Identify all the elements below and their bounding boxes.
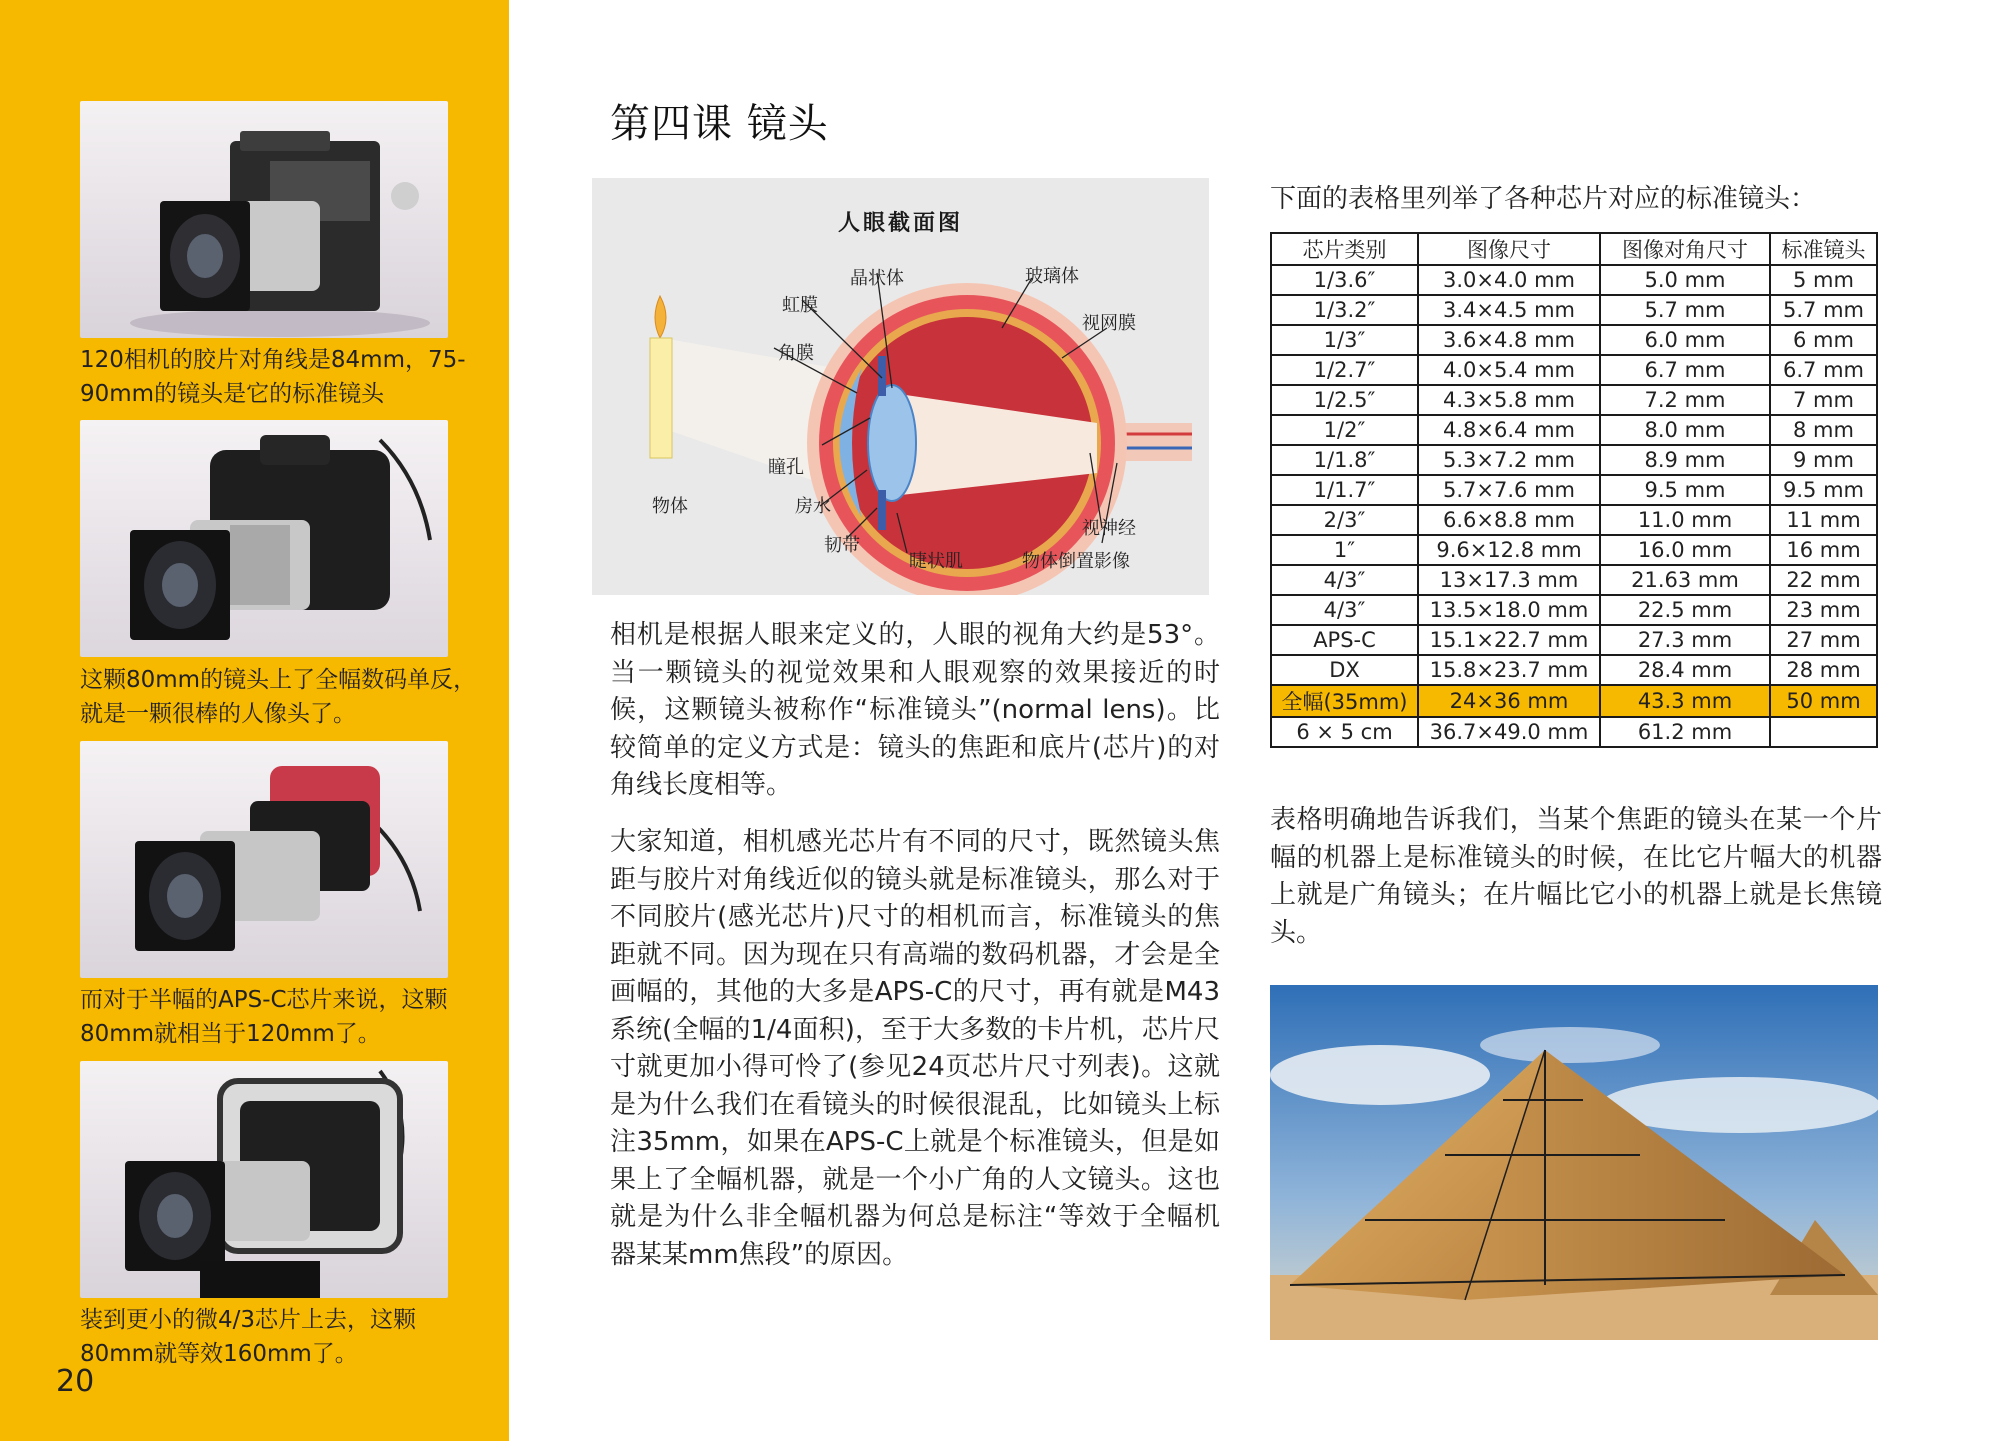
- eye-cross-section-diagram: [592, 178, 1209, 595]
- table-row: [1271, 565, 1877, 595]
- label-inverted-image: 物体倒置影像: [1022, 551, 1130, 572]
- table-cell: 1/2.5″: [1271, 385, 1418, 415]
- photo-caption-1: 120相机的胶片对角线是84mm，75-90mm的镜头是它的标准镜头: [80, 347, 466, 407]
- table-header-cell: 标准镜头: [1770, 233, 1877, 265]
- table-cell: 8.9 mm: [1600, 445, 1770, 475]
- table-cell: 6.7 mm: [1600, 355, 1770, 385]
- table-cell: 9.6×12.8 mm: [1418, 535, 1600, 565]
- table-header-cell: 芯片类别: [1271, 233, 1418, 265]
- table-cell: 5 mm: [1770, 265, 1877, 295]
- table-cell: 4/3″: [1271, 565, 1418, 595]
- table-cell: 61.2 mm: [1600, 717, 1770, 747]
- table-cell: 2/3″: [1271, 505, 1418, 535]
- table-row: [1271, 385, 1877, 415]
- table-cell: 28.4 mm: [1600, 655, 1770, 685]
- table-cell: 13.5×18.0 mm: [1418, 595, 1600, 625]
- table-cell: 9 mm: [1770, 445, 1877, 475]
- table-cell: APS-C: [1271, 625, 1418, 655]
- table-row: [1271, 445, 1877, 475]
- sensor-standard-lens-table: [1270, 232, 1878, 748]
- sidebar: [0, 0, 509, 1441]
- table-cell: 1/1.7″: [1271, 475, 1418, 505]
- table-cell: 9.5 mm: [1770, 475, 1877, 505]
- table-cell: 28 mm: [1770, 655, 1877, 685]
- table-row: [1271, 325, 1877, 355]
- table-cell: 4.8×6.4 mm: [1418, 415, 1600, 445]
- label-cornea: 角膜: [778, 343, 814, 364]
- table-cell: 1″: [1271, 535, 1418, 565]
- photo-caption-4: 装到更小的微4/3芯片上去，这颗80mm就等效160mm了。: [80, 1307, 417, 1367]
- table-cell: 1/3″: [1271, 325, 1418, 355]
- table-row-highlighted: [1271, 685, 1877, 717]
- table-cell: 6.6×8.8 mm: [1418, 505, 1600, 535]
- paragraph-2: 大家知道，相机感光芯片有不同的尺寸，既然镜头焦距与胶片对角线近似的镜头就是标准镜头，那么对于不同胶片(感光芯片)尺寸的相机而言，标准镜头的焦距就不同。因为现在只有高端的数码机器，才会是全画幅的，其他的大多是APS-C的尺寸，再有就是M43系统(全幅的1/4面积)，至于大多数的卡片机，芯片尺寸就更加小得可怜了(参见24页芯片尺寸列表)。这就是为什么我们在看镜头的时候很混乱，比如镜头上标注35mm，如果在APS-C上就是个标准镜头，但是如果上了全幅机器，就是一个小广角的人文镜头。这也就是为什么非全幅机器为何总是标注“等效于全幅机器某某mm焦段”的原因。: [610, 827, 1220, 1270]
- photo-caption-3: 而对于半幅的APS-C芯片来说，这颗80mm就相当于120mm了。: [80, 987, 448, 1047]
- table-cell: 5.7 mm: [1770, 295, 1877, 325]
- label-pupil: 瞳孔: [768, 457, 804, 478]
- label-vitreous: 玻璃体: [1025, 266, 1079, 287]
- page-title: 第四课 镜头: [610, 101, 829, 147]
- label-lens: 晶状体: [850, 268, 904, 289]
- table-row: [1271, 295, 1877, 325]
- table-cell: 6.0 mm: [1600, 325, 1770, 355]
- table-cell: 6 mm: [1770, 325, 1877, 355]
- table-row: [1271, 475, 1877, 505]
- canon-dslr-photo: [80, 420, 448, 657]
- table-cell: 9.5 mm: [1600, 475, 1770, 505]
- table-row: [1271, 625, 1877, 655]
- pyramid-photo: [1270, 985, 1878, 1340]
- table-cell: 5.3×7.2 mm: [1418, 445, 1600, 475]
- table-cell: 7 mm: [1770, 385, 1877, 415]
- table-cell: 11 mm: [1770, 505, 1877, 535]
- table-cell: 16 mm: [1770, 535, 1877, 565]
- table-header-cell: 图像尺寸: [1418, 233, 1600, 265]
- table-cell: DX: [1271, 655, 1418, 685]
- table-cell: 4.0×5.4 mm: [1418, 355, 1600, 385]
- table-cell: 3.0×4.0 mm: [1418, 265, 1600, 295]
- table-cell: 21.63 mm: [1600, 565, 1770, 595]
- table-row: [1271, 355, 1877, 385]
- table-cell: 11.0 mm: [1600, 505, 1770, 535]
- table-row: [1271, 415, 1877, 445]
- label-iris: 虹膜: [782, 295, 818, 316]
- table-cell: 22 mm: [1770, 565, 1877, 595]
- table-cell: 1/2″: [1271, 415, 1418, 445]
- diagram-title: 人眼截面图: [837, 211, 963, 236]
- table-cell: 24×36 mm: [1418, 685, 1600, 717]
- table-cell: 5.7 mm: [1600, 295, 1770, 325]
- table-cell: 1/3.6″: [1271, 265, 1418, 295]
- label-object: 物体: [652, 496, 688, 517]
- hasselblad-camera-photo: [80, 101, 448, 338]
- table-cell: 15.1×22.7 mm: [1418, 625, 1600, 655]
- photo-caption-2: 这颗80mm的镜头上了全幅数码单反，就是一颗很棒的人像头了。: [80, 667, 477, 727]
- table-cell: 22.5 mm: [1600, 595, 1770, 625]
- table-cell: 8.0 mm: [1600, 415, 1770, 445]
- table-cell: 13×17.3 mm: [1418, 565, 1600, 595]
- table-cell: 6 × 5 cm: [1271, 717, 1418, 747]
- table-cell: 27 mm: [1770, 625, 1877, 655]
- table-cell: 5.0 mm: [1600, 265, 1770, 295]
- table-header-cell: 图像对角尺寸: [1600, 233, 1770, 265]
- table-cell: 15.8×23.7 mm: [1418, 655, 1600, 685]
- table-cell: 3.4×4.5 mm: [1418, 295, 1600, 325]
- table-row: [1271, 717, 1877, 747]
- table-row: [1271, 595, 1877, 625]
- label-optic-nerve: 视神经: [1082, 518, 1136, 539]
- paragraph-1: 相机是根据人眼来定义的，人眼的视角大约是53°。当一颗镜头的视觉效果和人眼观察的效果接近的时候，这颗镜头被称作“标准镜头”(normal lens)。比较简单的定义方式是：镜头的焦距和底片(芯片)的对角线长度相等。: [610, 620, 1220, 800]
- table-cell: 6.7 mm: [1770, 355, 1877, 385]
- table-cell: 23 mm: [1770, 595, 1877, 625]
- table-cell: 43.3 mm: [1600, 685, 1770, 717]
- table-cell: 1/2.7″: [1271, 355, 1418, 385]
- table-cell: 5.7×7.6 mm: [1418, 475, 1600, 505]
- table-cell: 4/3″: [1271, 595, 1418, 625]
- table-row: [1271, 655, 1877, 685]
- page-number: 20: [56, 1364, 95, 1399]
- table-cell: 全幅(35mm): [1271, 685, 1418, 717]
- label-ligament: 韧带: [824, 535, 860, 556]
- table-cell: 16.0 mm: [1600, 535, 1770, 565]
- mirrorless-camera-photo: [80, 741, 448, 978]
- table-cell: 8 mm: [1770, 415, 1877, 445]
- table-cell: 3.6×4.8 mm: [1418, 325, 1600, 355]
- cinema-camera-photo: [80, 1061, 448, 1298]
- table-intro: 下面的表格里列举了各种芯片对应的标准镜头：: [1270, 184, 1817, 214]
- label-ciliary-muscle: 睫状肌: [909, 551, 963, 572]
- table-explanation-paragraph: 表格明确地告诉我们，当某个焦距的镜头在某一个片幅的机器上是标准镜头的时候，在比它片幅大的机器上就是广角镜头；在片幅比它小的机器上就是长焦镜头。: [1270, 805, 1882, 948]
- table-cell: 50 mm: [1770, 685, 1877, 717]
- table-row: [1271, 505, 1877, 535]
- label-aqueous: 房水: [795, 496, 831, 517]
- table-row: [1271, 535, 1877, 565]
- table-cell: 36.7×49.0 mm: [1418, 717, 1600, 747]
- table-cell: 7.2 mm: [1600, 385, 1770, 415]
- table-cell: 1/3.2″: [1271, 295, 1418, 325]
- label-retina: 视网膜: [1082, 313, 1136, 334]
- table-header-row: [1271, 233, 1877, 265]
- table-row: [1271, 265, 1877, 295]
- table-cell: 4.3×5.8 mm: [1418, 385, 1600, 415]
- table-cell: 1/1.8″: [1271, 445, 1418, 475]
- table-cell: [1770, 717, 1877, 747]
- table-cell: 27.3 mm: [1600, 625, 1770, 655]
